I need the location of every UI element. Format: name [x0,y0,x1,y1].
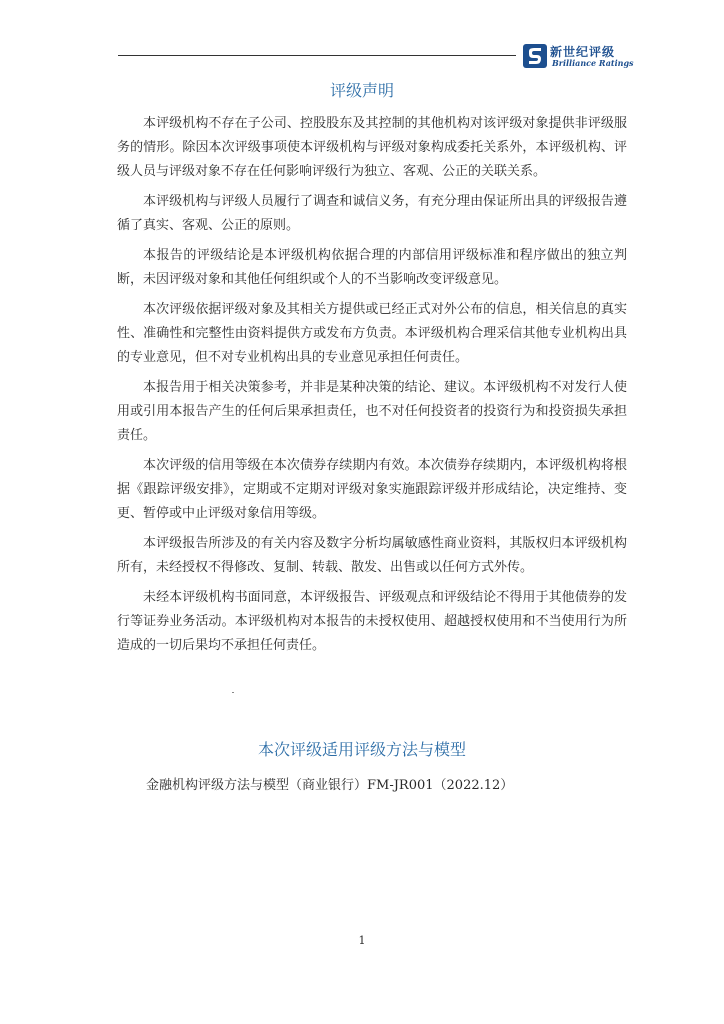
logo-en-text: Brilliance Ratings [552,58,634,68]
scan-speck [232,692,234,693]
header-rule [118,55,516,56]
methodology-item: 金融机构评级方法与模型（商业银行）FM-JR001（2022.12） [146,778,514,793]
statement-paragraph: 本评级机构不存在子公司、控股股东及其控制的其他机构对该评级对象提供非评级服务的情形。除因本次评级事项使本评级机构与评级对象构成委托关系外，本评级机构、评级人员与评级对象不存在任何影响评级行为独立、客观、公正的关联关系。 [117,116,627,179]
statement-paragraph: 本评级报告所涉及的有关内容及数字分析均属敏感性商业资料，其版权归本评级机构所有，未经授权不得修改、复制、转载、散发、出售或以任何方式外传。 [117,536,627,575]
statement-paragraph: 本评级机构与评级人员履行了调查和诚信义务，有充分理由保证所出具的评级报告遵循了真实、客观、公正的原则。 [117,194,627,233]
statement-paragraph: 本报告用于相关决策参考，并非是某种决策的结论、建议。本评级机构不对发行人使用或引用本报告产生的任何后果承担责任，也不对任何投资者的投资行为和投资损失承担责任。 [117,380,627,443]
statement-paragraph: 本次评级依据评级对象及其相关方提供或已经正式对外公布的信息，相关信息的真实性、准确性和完整性由资料提供方或发布方负责。本评级机构合理采信其他专业机构出具的专业意见，但不对专业机构出具的专业意见承担任何责任。 [117,302,627,365]
statement-paragraph: 未经本评级机构书面同意，本评级报告、评级观点和评级结论不得用于其他债券的发行等证券业务活动。本评级机构对本报告的未授权使用、超越授权使用和不当使用行为所造成的一切后果均不承担任何责任。 [117,590,627,653]
statement-paragraph: 本报告的评级结论是本评级机构依据合理的内部信用评级标准和程序做出的独立判断，未因评级对象和其他任何组织或个人的不当影响改变评级意见。 [117,248,627,287]
statement-body [117,112,627,664]
statement-title: 评级声明 [329,81,394,100]
logo-cn-text: 新世纪评级 [550,45,616,59]
statement-paragraph: 本次评级的信用等级在本次债券存续期内有效。本次债券存续期内，本评级机构将根据《跟踪评级安排》，定期或不定期对评级对象实施跟踪评级并形成结论，决定维持、变更、暂停或中止评级对象信用等级。 [117,458,627,521]
logo-mark-icon [522,42,548,70]
methodology-title: 本次评级适用评级方法与模型 [257,740,466,759]
company-logo [522,42,634,72]
page-number: 1 [358,934,366,947]
